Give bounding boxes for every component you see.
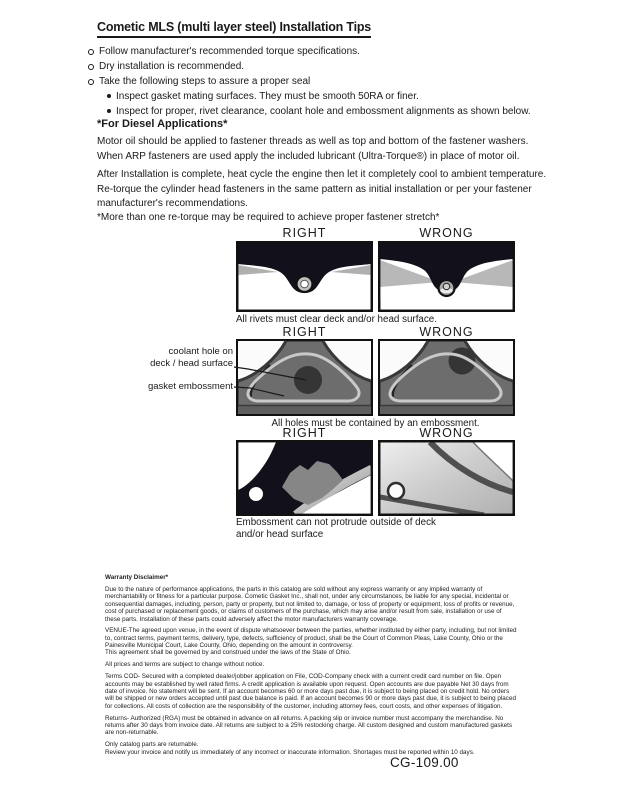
- diagram3-caption: Embossment can not protrude outside of deck and/or head surface: [236, 517, 436, 540]
- diagram2-right-label: RIGHT: [282, 325, 327, 339]
- filled-bullet-icon: [107, 109, 111, 113]
- page-title: Cometic MLS (multi layer steel) Installation Tips: [97, 20, 371, 38]
- tip-text: Follow manufacturer's recommended torque specifications.: [99, 46, 360, 57]
- diagram1-wrong-graphic: [378, 241, 515, 312]
- list-item: [88, 59, 531, 74]
- terms-paragraph: Terms COD- Secured with a completed dealer/jobber application on File, COD-Company check with a current credit card number on file. Open accounts may be established by well rated firms. A credit application is available upon request. Open accounts are due payable Net 30 days from date of invoice. No statement will be sent. If an account becomes 60 or more days past due, it is subject to being placed on credit hold. No orders will be shipped or new orders accepted until past due balance is paid. If an account becomes 90 or more days past due, it is subject to being placed for collections. All costs of collection are the responsibility of the customer, including attorney fees, court costs, and other expenses of litigation.: [105, 673, 516, 710]
- warranty-disclaimer-heading: Warranty Disclaimer*: [105, 574, 169, 581]
- tip-text: Inspect for proper, rivet clearance, coolant hole and embossment alignments as shown below.: [116, 106, 531, 117]
- open-bullet-icon: [88, 49, 94, 55]
- gasket-embossment-label: gasket embossment: [147, 381, 233, 392]
- review-invoice-line: Review your invoice and notify us immediately of any incorrect or inaccurate information. Shortages must be reported within 10 days.: [105, 748, 475, 756]
- open-bullet-icon: [88, 79, 94, 85]
- diesel-paragraph-1: Motor oil should be applied to fastener threads as well as top and bottom of the fastener washers. When ARP fasteners are used apply the included lubricant (Ultra-Torque®) in place of motor oil.: [97, 136, 529, 162]
- filled-bullet-icon: [107, 94, 111, 98]
- diagram2-caption: All holes must be contained by an embossment.: [271, 418, 480, 429]
- rivet-clearance-right-icon: [236, 241, 373, 312]
- retorque-note: *More than one re-torque may be required to achieve proper fastener stretch*: [97, 212, 440, 223]
- diagram2-wrong-label: WRONG: [419, 325, 474, 339]
- diesel-paragraph-2: After Installation is complete, heat cycle the engine then let it completely cool to ambient temperature. Re-torque the cylinder head fasteners in the same pattern as initial installation or per your fastener manufacturer's recommendations.: [97, 169, 547, 209]
- warranty-paragraph: Due to the nature of performance applications, the parts in this catalog are sold without any express warranty or any implied warranty of merchantability or fitness for a particular purpose. Cometic Gasket Inc., shall not, under any circumstances, be liable for any special, incidental or consequential damages, including, person, party or property, but not limited to, damage, or loss of property or equipment, loss of profits or revenue, cost of purchased or replacement goods, or claims of customers of the purchase, which may arise and/or result from sale, installation or use of these parts. Installation of these parts could adversely affect the motor manufacturers warranty coverage.: [105, 586, 515, 623]
- prices-line: All prices and terms are subject to change without notice.: [105, 661, 265, 669]
- list-item: [88, 74, 531, 89]
- embossment-on-deck-wrong-icon: [378, 440, 515, 516]
- diagram1-caption: All rivets must clear deck and/or head surface.: [236, 314, 437, 325]
- tip-text: Inspect gasket mating surfaces. They must be smooth 50RA or finer.: [116, 91, 419, 102]
- installation-tips-list: [88, 44, 531, 119]
- open-bullet-icon: [88, 64, 94, 70]
- coolant-hole-label: coolant hole on deck / head surface: [150, 346, 233, 369]
- diagram3-right-graphic: [236, 440, 373, 516]
- diagram2-wrong-graphic: [378, 339, 515, 416]
- venue-law-line: This agreement shall be governed by and construed under the laws of the State of Ohio.: [105, 649, 351, 657]
- rivet-clearance-wrong-icon: [378, 241, 515, 312]
- page-code: CG-109.00: [390, 755, 459, 770]
- tip-text: Take the following steps to assure a proper seal: [99, 76, 311, 87]
- diagram1-wrong-label: WRONG: [419, 226, 474, 240]
- diagram3-right-label: RIGHT: [282, 426, 327, 440]
- diagram1-right-label: RIGHT: [282, 226, 327, 240]
- list-item: [107, 89, 531, 104]
- hole-in-embossment-right-icon: [236, 339, 373, 416]
- embossment-on-deck-right-icon: [236, 440, 373, 516]
- legal-section: [105, 574, 518, 761]
- tip-text: Dry installation is recommended.: [99, 61, 245, 72]
- list-item: [107, 104, 531, 119]
- diesel-section-heading: *For Diesel Applications*: [97, 118, 228, 130]
- venue-paragraph: VENUE-The agreed upon venue, in the event of dispute whatsoever between the parties, whether instituted by either party, including, but not limited to, contract terms, payment terms, delivery, type, defects, sufficiency of product, shall be the Court of Common Pleas, Lake County, Ohio or the Painesville Municipal Court, Lake County, Ohio, depending on the amount in controversy.: [105, 627, 517, 650]
- catalog-parts-line: Only catalog parts are returnable.: [105, 741, 199, 749]
- hole-in-embossment-wrong-icon: [378, 339, 515, 416]
- diagram2-right-graphic: [236, 339, 373, 416]
- diagram3-wrong-label: WRONG: [419, 426, 474, 440]
- diagram1-right-graphic: [236, 241, 373, 312]
- returns-paragraph: Returns- Authorized (RGA) must be obtained in advance on all returns. A packing slip or invoice number must accompany the merchandise. No returns after 30 days from invoice date. All returns are subject to a 25% restocking charge. All custom designed and custom manufactured gaskets are non-returnable.: [105, 714, 513, 737]
- diagram3-wrong-graphic: [378, 440, 515, 516]
- list-item: [88, 44, 531, 59]
